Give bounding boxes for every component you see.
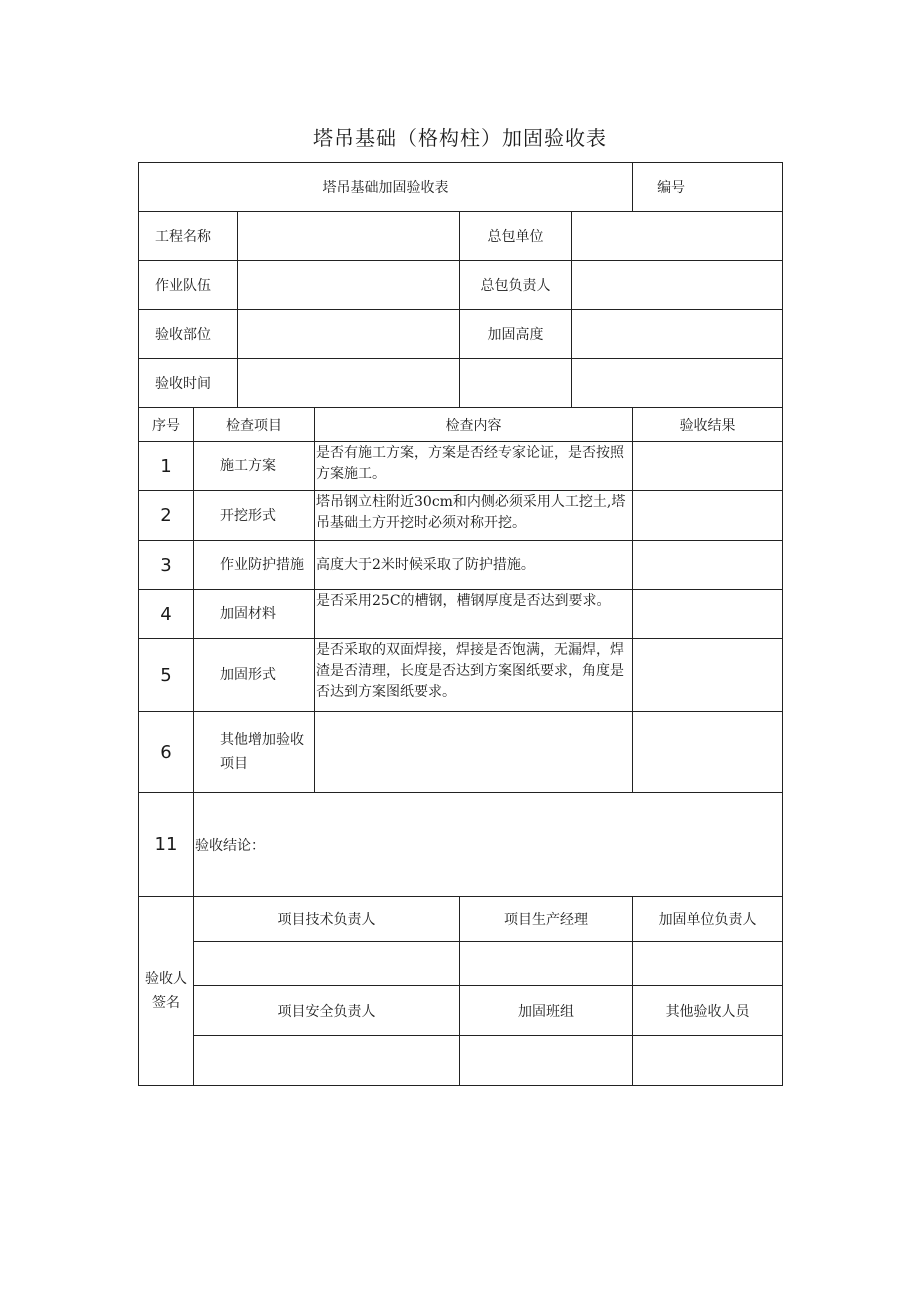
- row-check-content: 高度大于2米时候采取了防护措施。: [315, 541, 633, 590]
- row-result-cell[interactable]: [633, 712, 783, 793]
- acceptance-location-value[interactable]: [238, 310, 460, 359]
- table-row: [139, 491, 783, 541]
- contractor-leader-label: 总包负责人: [460, 261, 572, 310]
- row-number: 2: [139, 491, 194, 541]
- project-name-label: 工程名称: [139, 212, 238, 261]
- column-header-result: 验收结果: [633, 408, 783, 442]
- row-check-item: 加固材料: [194, 590, 315, 639]
- row-check-content: 是否采取的双面焊接，焊接是否饱满，无漏焊，焊渣是否清理，长度是否达到方案图纸要求，角度是否达到方案图纸要求。: [315, 639, 633, 712]
- work-team-label: 作业队伍: [139, 261, 238, 310]
- row-check-content[interactable]: [315, 712, 633, 793]
- row-result-cell[interactable]: [633, 590, 783, 639]
- column-header-seq: 序号: [139, 408, 194, 442]
- table-row: [139, 590, 783, 639]
- row-check-item: 加固形式: [194, 639, 315, 712]
- row-check-item: 开挖形式: [194, 491, 315, 541]
- signature-field[interactable]: [460, 1036, 633, 1086]
- row-result-cell[interactable]: [633, 442, 783, 491]
- row-check-item: 其他增加验收项目: [194, 712, 315, 793]
- row-result-cell[interactable]: [633, 491, 783, 541]
- conclusion-number: 11: [139, 793, 194, 897]
- acceptance-location-label: 验收部位: [139, 310, 238, 359]
- acceptance-time-value[interactable]: [238, 359, 460, 408]
- signature-role: 项目生产经理: [460, 897, 633, 942]
- contractor-leader-value[interactable]: [572, 261, 783, 310]
- signature-field[interactable]: [633, 1036, 783, 1086]
- acceptance-form-table: [138, 162, 783, 1086]
- table-row: [139, 541, 783, 590]
- empty-cell[interactable]: [460, 359, 572, 408]
- signature-role: 加固班组: [460, 986, 633, 1036]
- code-label: 编号: [633, 163, 783, 212]
- signature-label: 验收人签名: [139, 897, 194, 1086]
- work-team-value[interactable]: [238, 261, 460, 310]
- signature-role: 项目安全负责人: [194, 986, 460, 1036]
- signature-field[interactable]: [194, 1036, 460, 1086]
- row-number: 3: [139, 541, 194, 590]
- row-number: 1: [139, 442, 194, 491]
- table-row: [139, 442, 783, 491]
- table-row: [139, 639, 783, 712]
- table-row: [139, 712, 783, 793]
- row-check-content: 是否有施工方案，方案是否经专家论证，是否按照方案施工。: [315, 442, 633, 491]
- page-title: 塔吊基础（格构柱）加固验收表: [313, 126, 607, 150]
- signature-role: 其他验收人员: [633, 986, 783, 1036]
- signature-role: 加固单位负责人: [633, 897, 783, 942]
- row-number: 6: [139, 712, 194, 793]
- reinforce-height-value[interactable]: [572, 310, 783, 359]
- empty-cell[interactable]: [572, 359, 783, 408]
- signature-field[interactable]: [460, 942, 633, 986]
- project-name-value[interactable]: [238, 212, 460, 261]
- row-result-cell[interactable]: [633, 541, 783, 590]
- row-check-item: 施工方案: [194, 442, 315, 491]
- row-check-content: 是否采用25C的槽钢，槽钢厚度是否达到要求。: [315, 590, 633, 639]
- general-contractor-value[interactable]: [572, 212, 783, 261]
- acceptance-time-label: 验收时间: [139, 359, 238, 408]
- column-header-item: 检查项目: [194, 408, 315, 442]
- conclusion-field[interactable]: 验收结论：: [194, 793, 783, 897]
- reinforce-height-label: 加固高度: [460, 310, 572, 359]
- signature-field[interactable]: [194, 942, 460, 986]
- column-header-content: 检查内容: [315, 408, 633, 442]
- form-title-cell: 塔吊基础加固验收表: [139, 163, 633, 212]
- signature-role: 项目技术负责人: [194, 897, 460, 942]
- row-check-item: 作业防护措施: [194, 541, 315, 590]
- row-number: 5: [139, 639, 194, 712]
- row-number: 4: [139, 590, 194, 639]
- row-result-cell[interactable]: [633, 639, 783, 712]
- signature-field[interactable]: [633, 942, 783, 986]
- general-contractor-label: 总包单位: [460, 212, 572, 261]
- row-check-content: 塔吊钢立柱附近30cm和内侧必须采用人工挖土,塔吊基础土方开挖时必须对称开挖。: [315, 491, 633, 541]
